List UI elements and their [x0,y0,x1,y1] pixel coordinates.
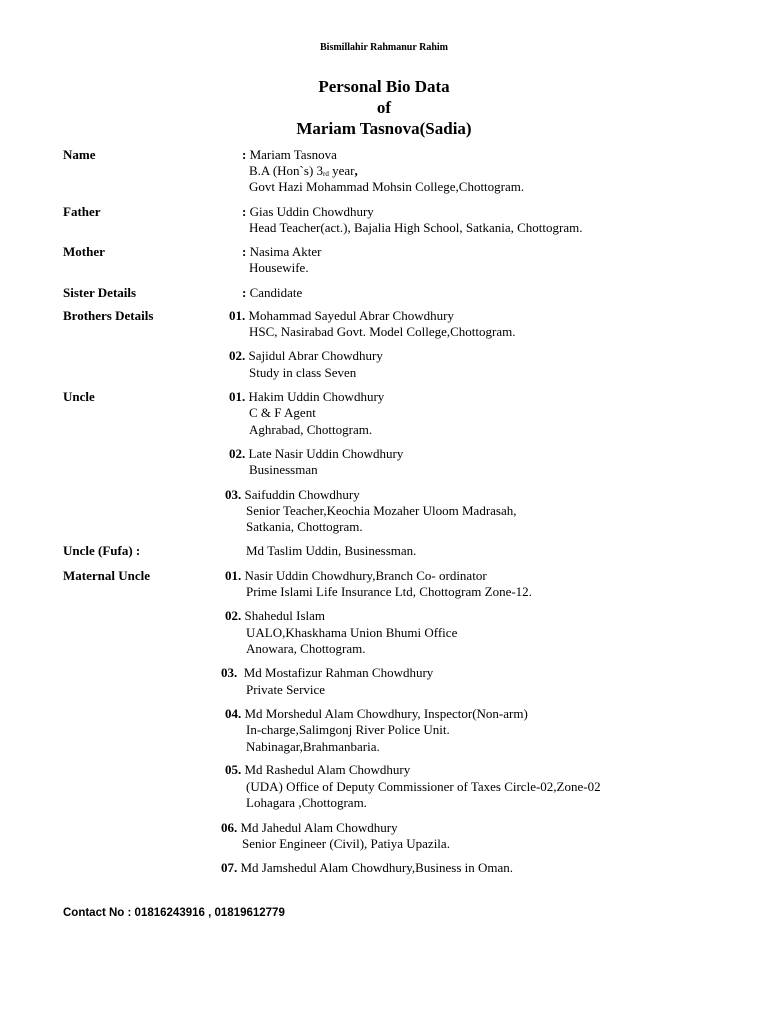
fufa-value: Md Taslim Uddin, Businessman. [246,543,417,558]
uncle-3-detail-2: Satkania, Chottogram. [246,519,363,534]
contact-numbers: Contact No : 01816243916 , 01819612779 [63,907,285,919]
college: Govt Hazi Mohammad Mohsin College,Chottogram. [249,179,525,194]
father-detail: Head Teacher(act.), Bajalia High School, Satkania, Chottogram. [249,220,583,235]
item-name: Md Morshedul Alam Chowdhury, Inspector(Non-arm) [244,706,528,721]
item-name: Hakim Uddin Chowdhury [248,389,385,404]
maternal-3-name [221,665,433,681]
sister-label: Sister Details [63,285,137,300]
item-number: 01. [229,308,246,323]
brother-2-detail: Study in class Seven [249,365,357,380]
maternal-5-name [225,762,410,778]
maternal-5-detail-1: (UDA) Office of Deputy Commissioner of Taxes Circle-02,Zone-02 [246,779,601,794]
maternal-7-name [221,860,513,876]
uncle-1-detail-1: C & F Agent [249,405,316,420]
colon: : [242,244,247,259]
item-name: Md Jahedul Alam Chowdhury [240,820,398,835]
maternal-2-name [225,608,325,624]
maternal-1-detail: Prime Islami Life Insurance Ltd, Chottogram Zone-12. [246,584,532,599]
item-number: 04. [225,706,242,721]
item-name: Sajidul Abrar Chowdhury [248,348,383,363]
uncle-3-name [225,487,360,503]
item-name: Late Nasir Uddin Chowdhury [248,446,404,461]
item-number: 07. [221,860,238,875]
item-number: 03. [221,665,238,680]
study-ordinal: rd [323,170,329,178]
brothers-label: Brothers Details [63,308,154,323]
maternal-3-detail: Private Service [246,682,326,697]
item-number: 02. [229,348,246,363]
item-number: 05. [225,762,242,777]
item-name: Mohammad Sayedul Abrar Chowdhury [248,308,454,323]
colon: : [242,285,247,300]
candidate-name-title: Mariam Tasnova(Sadia) [296,119,472,138]
mother-value [242,244,321,260]
study-prefix: B.A (Hon`s) 3 [249,163,324,178]
father-label: Father [63,204,101,219]
maternal-4-name [225,706,528,722]
brother-1-detail: HSC, Nasirabad Govt. Model College,Chottogram. [249,324,516,339]
invocation: Bismillahir Rahmanur Rahim [320,42,448,53]
maternal-2-detail-1: UALO,Khaskhama Union Bhumi Office [246,625,458,640]
page-title: Personal Bio Data [318,77,450,96]
item-number: 06. [221,820,238,835]
maternal-4-detail-1: In-charge,Salimgonj River Police Unit. [246,722,450,737]
mother-name: Nasima Akter [249,244,322,259]
uncle-3-detail-1: Senior Teacher,Keochia Mozaher Uloom Madrasah, [246,503,517,518]
name-label: Name [63,147,96,162]
item-name: Md Rashedul Alam Chowdhury [244,762,411,777]
maternal-5-detail-2: Lohagara ,Chottogram. [246,795,367,810]
sister-value [242,285,302,301]
name-value [242,147,337,163]
maternal-6-detail: Senior Engineer (Civil), Patiya Upazila. [242,836,450,851]
item-number: 03. [225,487,242,502]
maternal-1-name [225,568,487,584]
father-name: Gias Uddin Chowdhury [249,204,374,219]
mother-detail: Housewife. [249,260,309,275]
maternal-uncle-label: Maternal Uncle [63,568,151,583]
title-of: of [376,98,392,117]
mother-label: Mother [63,244,105,259]
uncle-2-detail: Businessman [249,462,318,477]
study-suffix: year [328,163,355,178]
item-number: 01. [225,568,242,583]
fufa-label: Uncle (Fufa) : [63,543,141,558]
item-name: Saifuddin Chowdhury [244,487,360,502]
uncle-2-name [229,446,403,462]
uncle-label: Uncle [63,389,95,404]
brother-1-name [229,308,454,324]
sister-text: Candidate [249,285,303,300]
maternal-2-detail-2: Anowara, Chottogram. [246,641,366,656]
item-name: Shahedul Islam [244,608,326,623]
uncle-1-name [229,389,384,405]
study-year [249,163,358,179]
item-number: 01. [229,389,246,404]
father-value [242,204,374,220]
colon: : [242,204,247,219]
uncle-1-detail-2: Aghrabad, Chottogram. [249,422,373,437]
study-comma: , [354,163,358,178]
item-number: 02. [225,608,242,623]
item-name: Nasir Uddin Chowdhury,Branch Co- ordinator [244,568,487,583]
colon: : [242,147,247,162]
brother-2-name [229,348,383,364]
name-text: Mariam Tasnova [249,147,337,162]
maternal-6-name [221,820,398,836]
item-number: 02. [229,446,246,461]
item-name: Md Jamshedul Alam Chowdhury,Business in Oman. [240,860,514,875]
maternal-4-detail-2: Nabinagar,Brahmanbaria. [246,739,380,754]
item-name: Md Mostafizur Rahman Chowdhury [243,665,434,680]
